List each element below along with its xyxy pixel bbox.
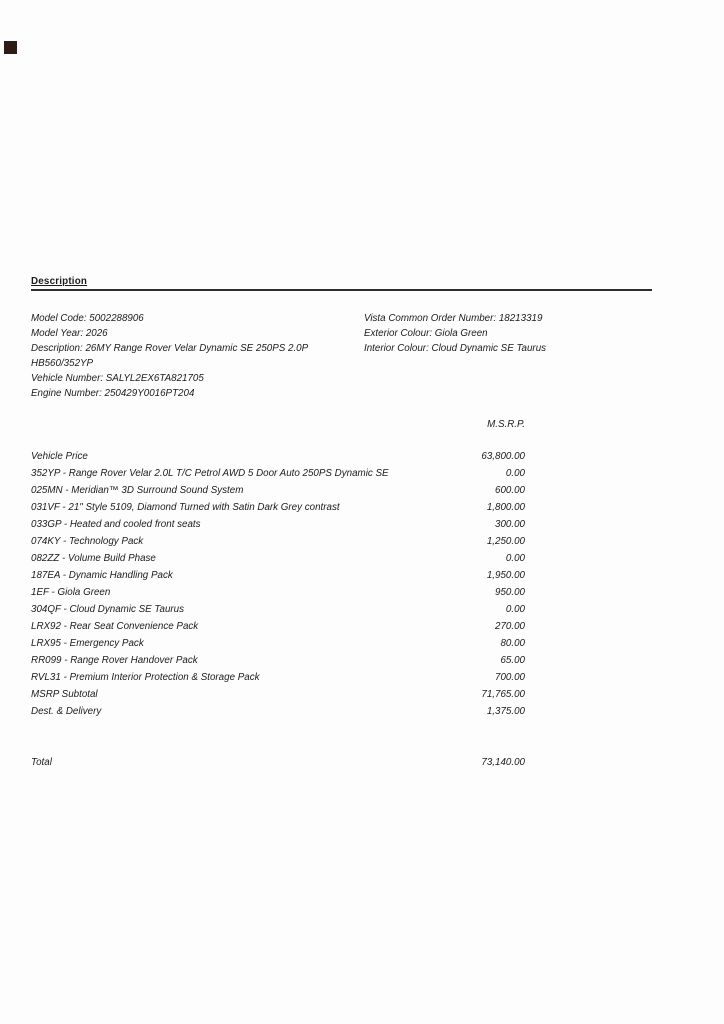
table-row: [31, 567, 525, 584]
item-amount: 950.00: [495, 587, 525, 598]
detail-line: Model Year: 2026: [31, 328, 108, 339]
item-label: 033GP - Heated and cooled front seats: [31, 519, 201, 530]
item-label: Vehicle Price: [31, 451, 88, 462]
item-label: 025MN - Meridian™ 3D Surround Sound System: [31, 485, 244, 496]
item-amount: 80.00: [500, 638, 525, 649]
detail-line: Engine Number: 250429Y0016PT204: [31, 388, 195, 399]
price-table: [31, 448, 525, 720]
table-row: [31, 584, 525, 601]
item-label: 031VF - 21" Style 5109, Diamond Turned with Satin Dark Grey contrast: [31, 502, 340, 513]
table-row: [31, 499, 525, 516]
item-amount: 700.00: [495, 672, 525, 683]
detail-line: Vehicle Number: SALYL2EX6TA821705: [31, 373, 204, 384]
table-row: [31, 635, 525, 652]
item-label: 352YP - Range Rover Velar 2.0L T/C Petrol AWD 5 Door Auto 250PS Dynamic SE: [31, 468, 389, 479]
detail-line: Exterior Colour: Giola Green: [364, 328, 488, 339]
item-amount: 71,765.00: [481, 689, 525, 700]
item-amount: 600.00: [495, 485, 525, 496]
item-amount: 0.00: [505, 604, 525, 615]
detail-line: Vista Common Order Number: 18213319: [364, 313, 543, 324]
item-label: LRX95 - Emergency Pack: [31, 638, 144, 649]
item-amount: 63,800.00: [481, 451, 525, 462]
item-label: 304QF - Cloud Dynamic SE Taurus: [31, 604, 185, 615]
item-amount: 0.00: [505, 468, 525, 479]
item-amount: 1,800.00: [486, 502, 525, 513]
item-amount: 300.00: [495, 519, 525, 530]
item-label: RVL31 - Premium Interior Protection & Storage Pack: [31, 672, 260, 683]
item-amount: 270.00: [495, 621, 525, 632]
item-label: LRX92 - Rear Seat Convenience Pack: [31, 621, 199, 632]
item-amount: 65.00: [500, 655, 525, 666]
item-label: MSRP Subtotal: [31, 689, 98, 700]
table-row: [31, 533, 525, 550]
vehicle-details-left: [31, 311, 361, 401]
item-amount: 0.00: [505, 553, 525, 564]
total-amount: 73,140.00: [481, 757, 525, 768]
item-label: 082ZZ - Volume Build Phase: [31, 553, 156, 564]
total-row: [31, 755, 525, 770]
section-title: Description: [31, 276, 88, 287]
corner-mark: [4, 41, 17, 54]
item-label: 074KY - Technology Pack: [31, 536, 144, 547]
item-amount: 1,950.00: [486, 570, 525, 581]
table-row: [31, 601, 525, 618]
detail-line: Description: 26MY Range Rover Velar Dynamic SE 250PS 2.0P HB560/352YP: [31, 343, 308, 369]
table-row: [31, 669, 525, 686]
table-row: [31, 448, 525, 465]
table-row: [31, 618, 525, 635]
item-label: Dest. & Delivery: [31, 706, 102, 717]
table-row: [31, 516, 525, 533]
item-label: RR099 - Range Rover Handover Pack: [31, 655, 198, 666]
msrp-column-header: M.S.R.P.: [487, 419, 525, 430]
detail-line: Model Code: 5002288906: [31, 313, 144, 324]
table-row: [31, 482, 525, 499]
table-row: [31, 652, 525, 669]
item-label: 1EF - Giola Green: [31, 587, 111, 598]
vehicle-details-right: [364, 311, 674, 356]
detail-line: Interior Colour: Cloud Dynamic SE Taurus: [364, 343, 547, 354]
item-amount: 1,250.00: [486, 536, 525, 547]
item-amount: 1,375.00: [486, 706, 525, 717]
item-label: 187EA - Dynamic Handling Pack: [31, 570, 173, 581]
section-header: [31, 276, 652, 291]
table-row: [31, 550, 525, 567]
table-row: [31, 686, 525, 703]
total-label: Total: [31, 757, 52, 768]
table-row: [31, 465, 525, 482]
table-row: [31, 703, 525, 720]
